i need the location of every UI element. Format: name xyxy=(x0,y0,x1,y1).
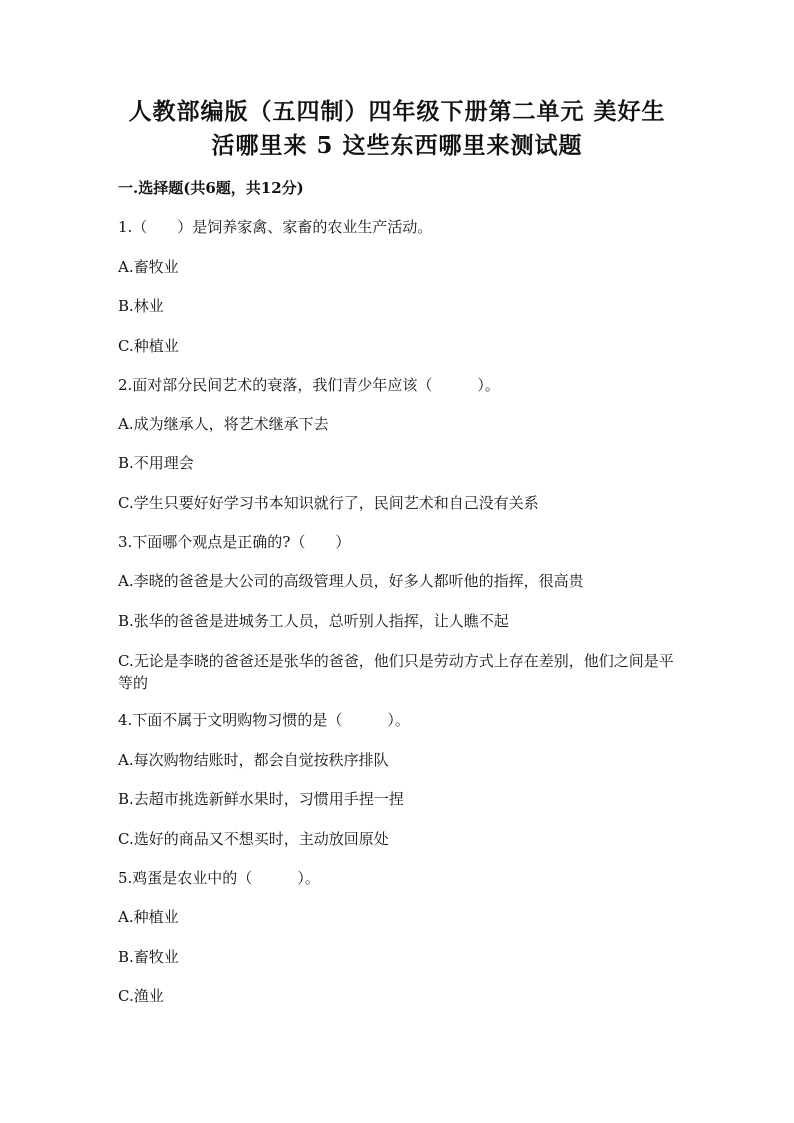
question-3-option-b: B.张华的爸爸是进城务工人员，总听别人指挥，让人瞧不起 xyxy=(118,612,509,630)
question-5-option-c: C.渔业 xyxy=(118,987,164,1005)
question-2-option-c: C.学生只要好好学习书本知识就行了，民间艺术和自己没有关系 xyxy=(118,494,539,512)
question-2-option-b: B.不用理会 xyxy=(118,454,194,472)
document-title-line-1: 人教部编版（五四制）四年级下册第二单元 美好生 xyxy=(128,98,666,125)
question-4-option-c: C.选好的商品又不想买时，主动放回原处 xyxy=(118,830,389,848)
question-4-option-b: B.去超市挑选新鲜水果时，习惯用手捏一捏 xyxy=(118,790,404,808)
section-heading: 一.选择题(共6题，共12分) xyxy=(118,179,304,197)
question-2-stem: 2.面对部分民间艺术的衰落，我们青少年应该（ ）。 xyxy=(118,376,500,394)
question-1-option-a: A.畜牧业 xyxy=(118,258,179,276)
question-4-stem: 4.下面不属于文明购物习惯的是（ ）。 xyxy=(118,711,410,729)
question-1-stem: 1.（ ）是饲养家禽、家畜的农业生产活动。 xyxy=(118,218,433,236)
question-1-option-b: B.林业 xyxy=(118,297,164,315)
question-3-stem: 3.下面哪个观点是正确的?（ ） xyxy=(118,533,351,551)
question-2-option-a: A.成为继承人，将艺术继承下去 xyxy=(118,415,329,433)
question-1-option-c: C.种植业 xyxy=(118,337,179,355)
document-title-line-2: 活哪里来 5 这些东西哪里来测试题 xyxy=(211,132,583,159)
question-4-option-a: A.每次购物结账时，都会自觉按秩序排队 xyxy=(118,751,389,769)
question-3-option-a: A.李晓的爸爸是大公司的高级管理人员，好多人都听他的指挥，很高贵 xyxy=(118,572,584,590)
question-3-option-c: C.无论是李晓的爸爸还是张华的爸爸，他们只是劳动方式上存在差别，他们之间是平等的 xyxy=(118,652,674,692)
question-5-option-a: A.种植业 xyxy=(118,908,179,926)
question-5-option-b: B.畜牧业 xyxy=(118,948,179,966)
question-5-stem: 5.鸡蛋是农业中的（ ）。 xyxy=(118,869,320,887)
